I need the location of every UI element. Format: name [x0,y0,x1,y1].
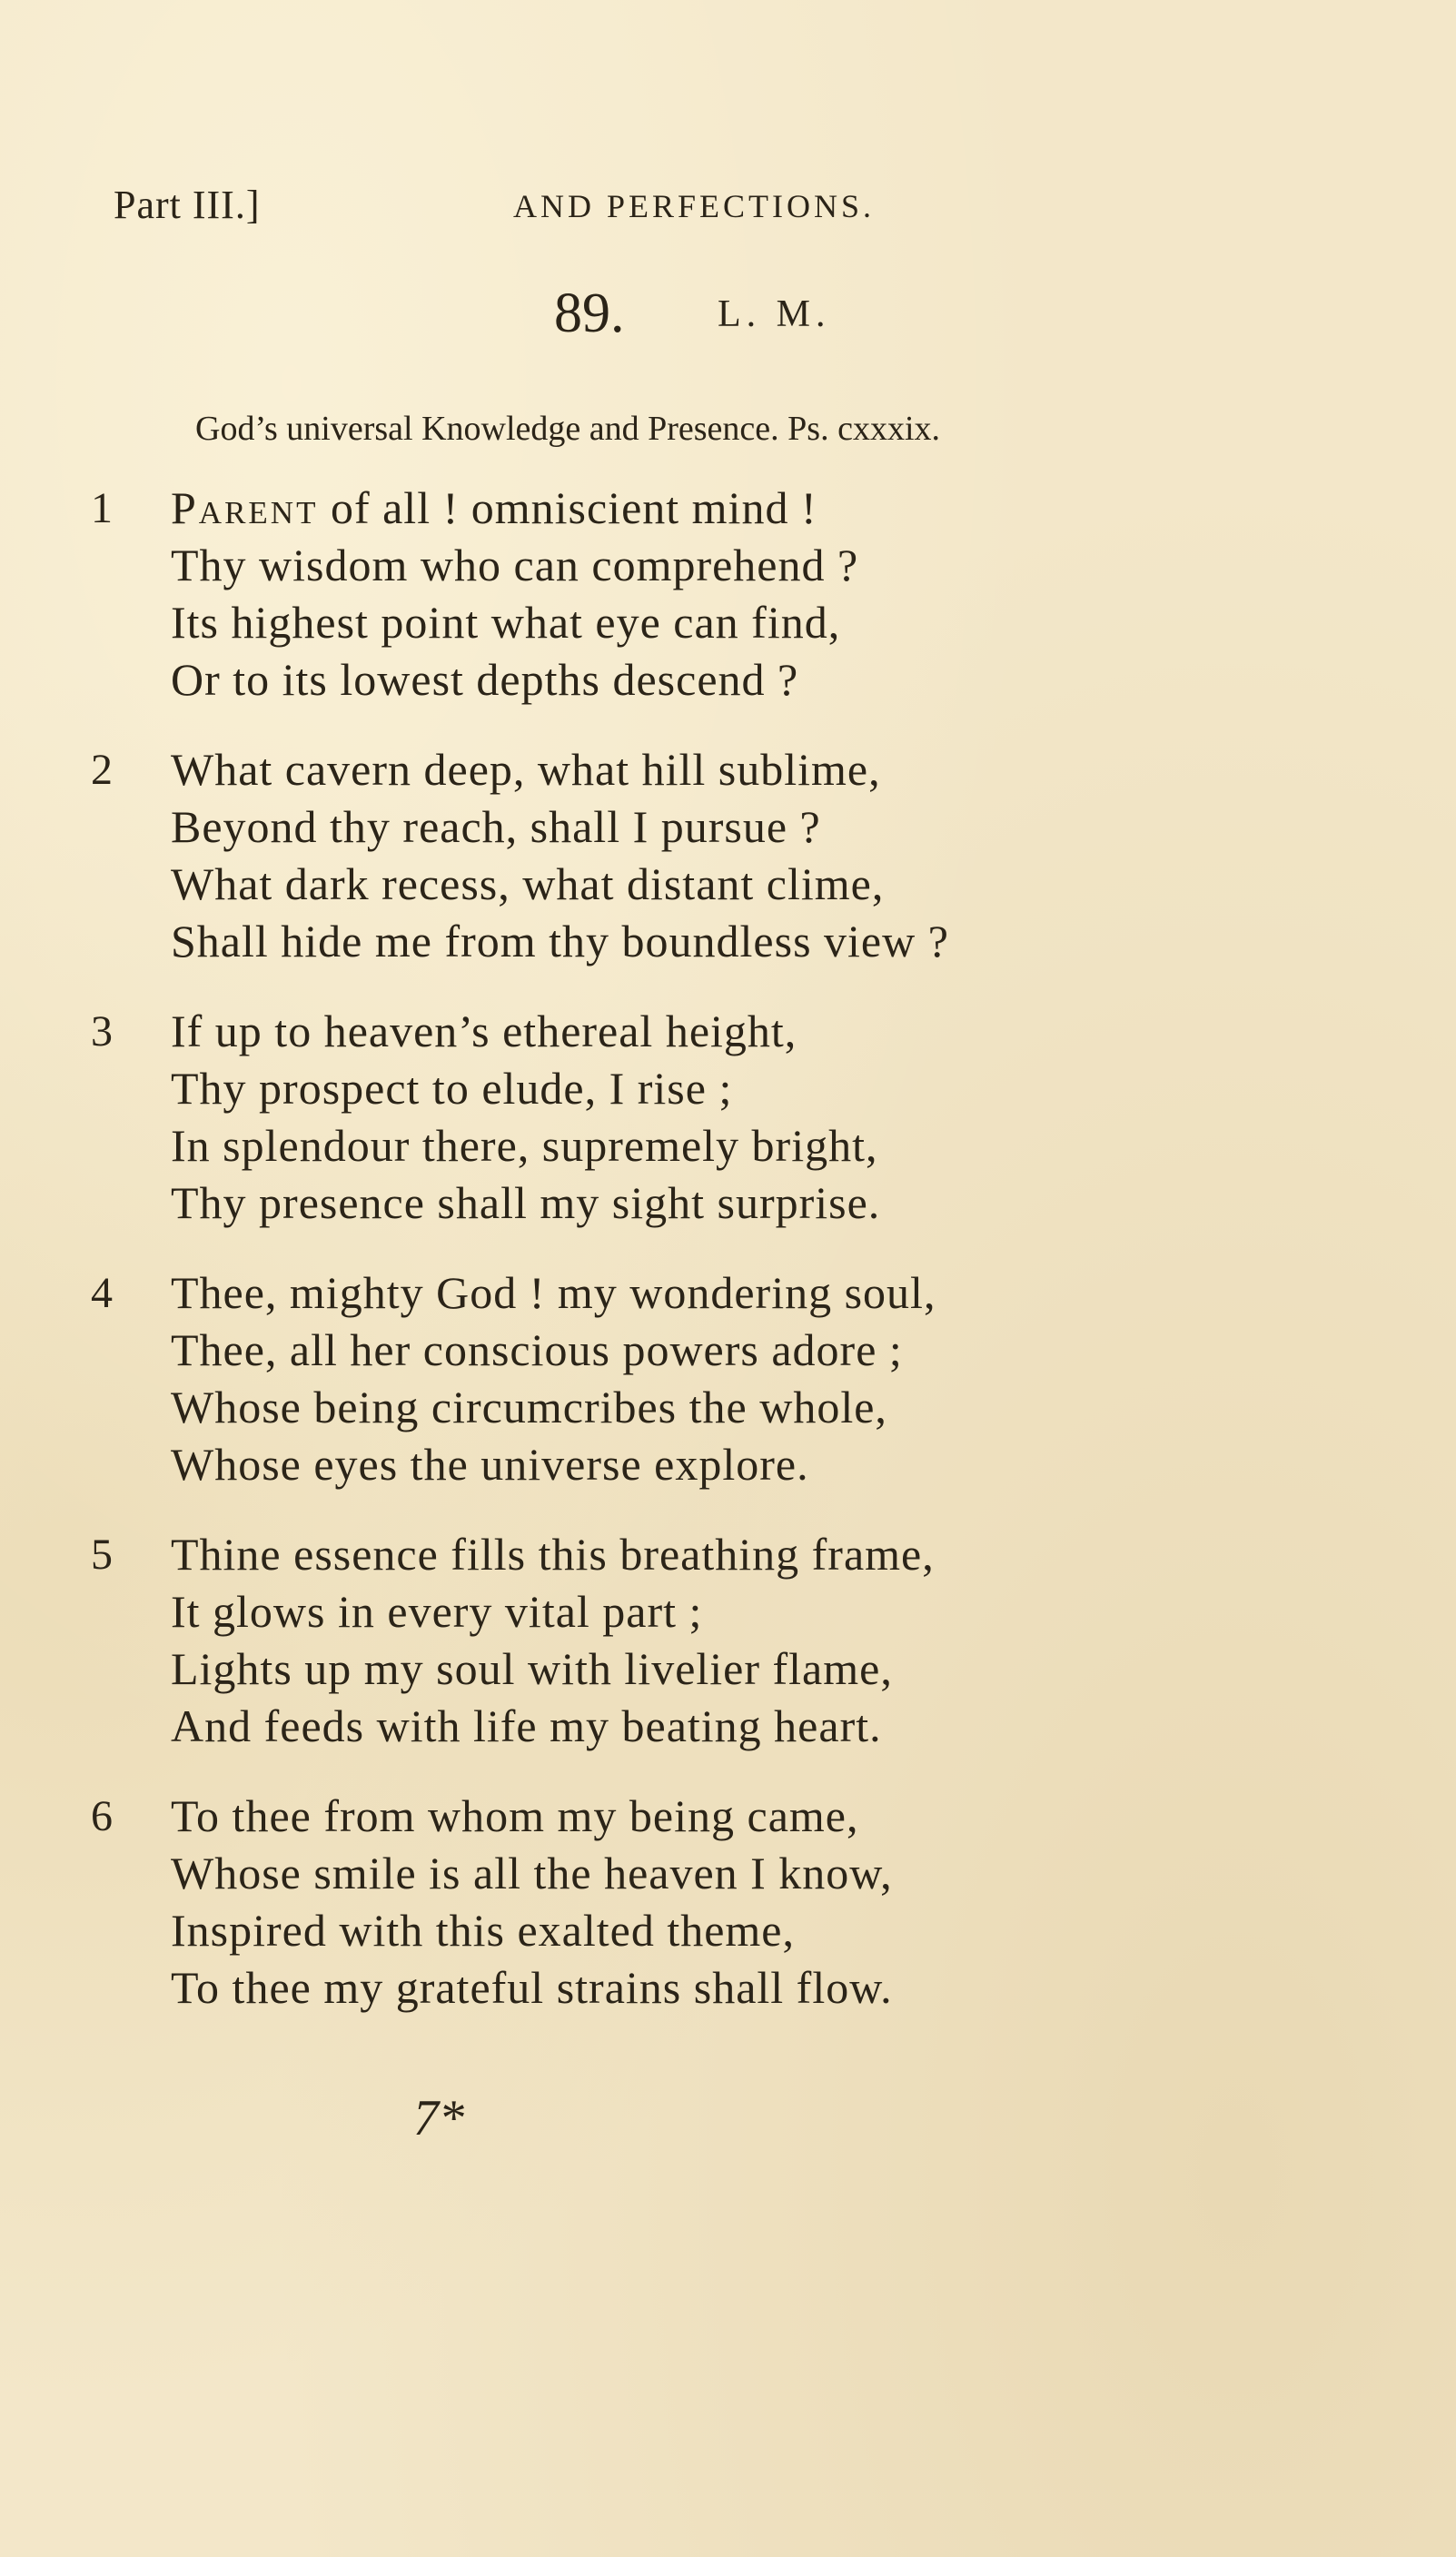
verse-4 [91,1264,1235,1493]
verse-line: And feeds with life my beating heart. [171,1700,882,1751]
verse-3 [91,1003,1235,1232]
verse-1 [91,480,1235,709]
verse-line: Shall hide me from thy boundless view ? [171,916,949,966]
signature-mark: 7* [413,2090,464,2146]
verse-number: 1 [91,484,113,532]
verse-line: It glows in every vital part ; [171,1586,703,1637]
verse-6 [91,1788,1235,2017]
verse-line-rest: of all ! omniscient mind ! [318,482,817,533]
verse-line: Whose smile is all the heaven I know, [171,1848,893,1898]
verse-line: What dark recess, what distant clime, [171,858,885,909]
verse-number: 6 [91,1792,113,1840]
verses [91,480,1235,2049]
verse-line: To thee my grateful strains shall flow. [171,1962,893,2013]
verse-line: Beyond thy reach, shall I pursue ? [171,801,821,852]
running-head-title: AND PERFECTIONS. [513,188,876,224]
verse-line [171,480,1235,537]
verse-line: Thy presence shall my sight surprise. [171,1177,881,1228]
verse-line: What cavern deep, what hill sublime, [171,744,881,795]
verse-5 [91,1526,1235,1755]
verse-line: Lights up my soul with livelier flame, [171,1643,893,1694]
verse-number: 4 [91,1269,113,1317]
verse-number: 2 [91,746,113,794]
verse-line: Inspired with this exalted theme, [171,1905,796,1956]
hymn-header [0,282,1456,354]
verse-line: Thy prospect to elude, I rise ; [171,1063,733,1114]
running-head-part: Part III.] [114,183,261,227]
verse-line: Thine essence fills this breathing frame, [171,1529,935,1580]
verse-number: 5 [91,1531,113,1579]
verse-line: Whose eyes the universe explore. [171,1439,809,1490]
verse-line: If up to heaven’s ethereal height, [171,1006,797,1056]
hymn-subtitle: God’s universal Knowledge and Presence. Ps. cxxxix. [195,410,941,448]
hymn-meter: L. M. [718,293,831,335]
verse-line: Thee, all her conscious powers adore ; [171,1324,903,1375]
verse-number: 3 [91,1007,113,1056]
verse-line: In splendour there, supremely bright, [171,1120,878,1171]
running-head [114,182,1249,236]
verse-line: To thee from whom my being came, [171,1790,859,1841]
hymn-number: 89. [554,282,625,344]
verse-line: Thee, mighty God ! my wondering soul, [171,1267,936,1318]
verse-line: Or to its lowest depths descend ? [171,654,799,705]
verse-line: Its highest point what eye can find, [171,597,841,648]
verse-line: Whose being circumcribes the whole, [171,1382,887,1432]
verse-2 [91,741,1235,970]
verse-line: Thy wisdom who can comprehend ? [171,540,859,590]
verse-first-word: Parent [171,482,319,533]
